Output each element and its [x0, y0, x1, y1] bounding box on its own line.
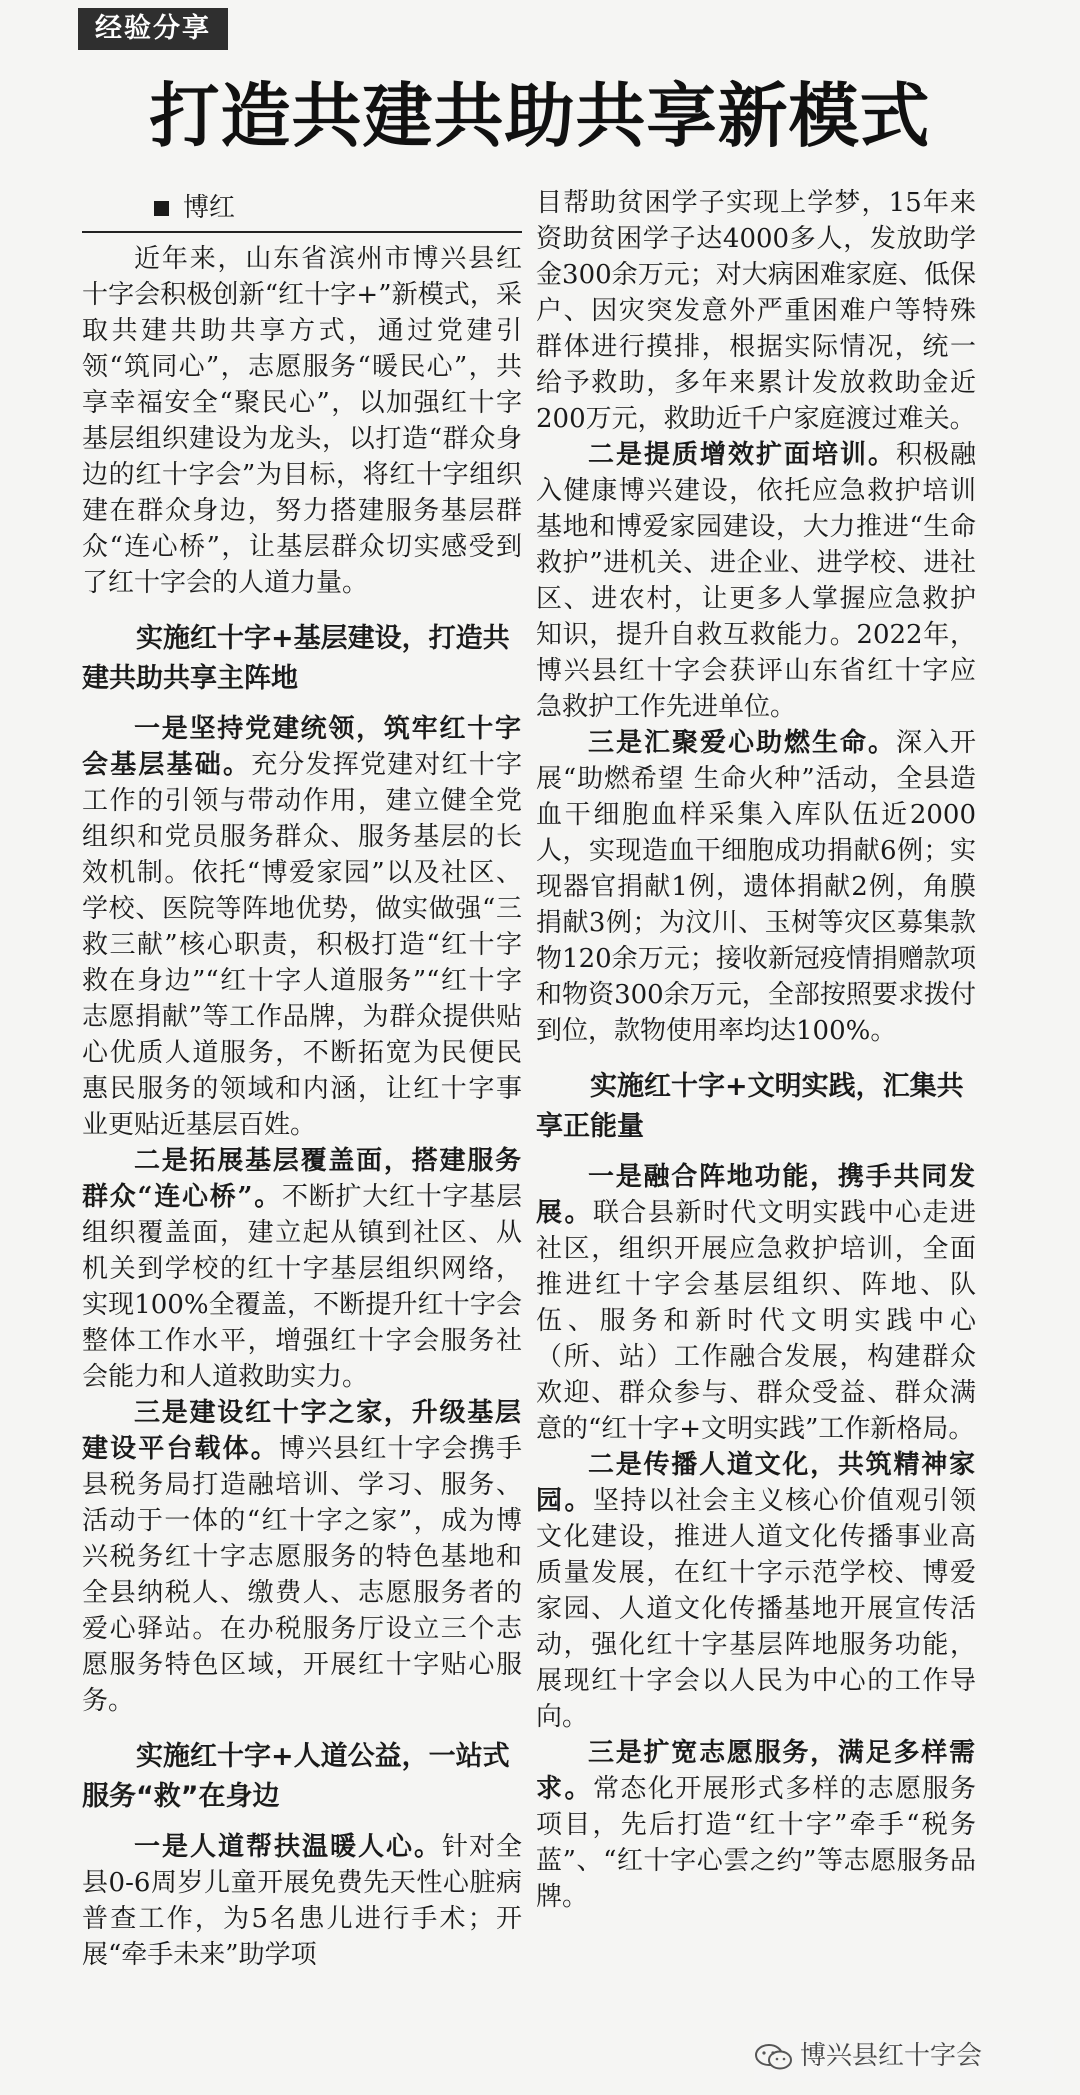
- paragraph-body: 不断扩大红十字基层组织覆盖面，建立起从镇到社区、从机关到学校的红十字基层组织网络，实现100%全覆盖，不断提升红十字会整体工作水平，增强红十字会服务社会能力和人道救助实力。: [82, 1182, 522, 1392]
- paragraph-lead: 三是扩宽志愿服务，满足多样需求。: [536, 1738, 976, 1804]
- paragraph-body: 常态化开展形式多样的志愿服务项目，先后打造“红十字”牵手“税务蓝”、“红十字心雲之约”等志愿服务品牌。: [536, 1774, 976, 1912]
- paragraph: [82, 711, 522, 1143]
- paragraph-body: 联合县新时代文明实践中心走进社区，组织开展应急救护培训，全面推进红十字会基层组织、阵地、队伍、服务和新时代文明实践中心（所、站）工作融合发展，构建群众欢迎、群众参与、群众受益、群众满意的“红十字+文明实践”工作新格局。: [536, 1198, 976, 1444]
- paragraph-body: 针对全县0-6周岁儿童开展免费先天性心脏病普查工作，为5名患儿进行手术；开展“牵手未来”助学项: [82, 1832, 522, 1970]
- paragraph: [82, 1143, 522, 1395]
- section-heading-2: 实施红十字+人道公益，一站式服务“救”在身边: [82, 1741, 510, 1812]
- author-byline: [82, 185, 522, 233]
- right-column: [536, 185, 976, 2075]
- paragraph-body: 积极融入健康博兴建设，依托应急救护培训基地和博爱家园建设，大力推进“生命救护”进机关、进企业、进学校、进社区、进农村，让更多人掌握应急救护知识，提升自救互救能力。2022年，博兴县红十字会获评山东省红十字应急救护工作先进单位。: [536, 440, 976, 722]
- intro-paragraph: 近年来，山东省滨州市博兴县红十字会积极创新“红十字+”新模式，采取共建共助共享方式，通过党建引领“筑同心”，志愿服务“暖民心”，共享幸福安全“聚民心”，以加强红十字基层组织建设为龙头，以打造“群众身边的红十字会”为目标，将红十字组织建在群众身边，努力搭建服务基层群众“连心桥”，让基层群众切实感受到了红十字会的人道力量。: [82, 244, 522, 598]
- paragraph: [82, 1395, 522, 1719]
- paragraph-body: 博兴县红十字会携手县税务局打造融培训、学习、服务、活动于一体的“红十字之家”，成为博兴税务红十字志愿服务的特色基地和全县纳税人、缴费人、志愿服务者的爱心驿站。在办税服务厅设立三个志愿服务特色区域，开展红十字贴心服务。: [82, 1434, 522, 1716]
- paragraph: [536, 1735, 976, 1915]
- page-title: 打造共建共助共享新模式: [149, 75, 931, 157]
- paragraph-body: 坚持以社会主义核心价值观引领文化建设，推进人道文化传播事业高质量发展，在红十字示范学校、博爱家园、人道文化传播基地开展宣传活动，强化红十字基层阵地服务功能，展现红十字会以人民为中心的工作导向。: [536, 1486, 976, 1732]
- paragraph: [536, 725, 976, 1049]
- account-watermark: [754, 2031, 1054, 2081]
- paragraph-continued: 目帮助贫困学子实现上学梦，15年来资助贫困学子达4000多人，发放助学金300余万元；对大病困难家庭、低保户、因灾突发意外严重困难户等特殊群体进行摸排，根据实际情况，统一给予救助，多年来累计发放救助金近200万元，救助近千户家庭渡过难关。: [536, 188, 976, 434]
- paragraph-lead: 一是融合阵地功能，携手共同发展。: [536, 1162, 976, 1228]
- paragraph-lead: 三是汇聚爱心助燃生命。: [588, 728, 896, 758]
- paragraph-lead: 二是拓展基层覆盖面，搭建服务群众“连心桥”。: [82, 1146, 522, 1212]
- section-heading-3: 实施红十字+文明实践，汇集共享正能量: [536, 1071, 964, 1142]
- paragraph-body: 充分发挥党建对红十字工作的引领与带动作用，建立健全党组织和党员服务群众、服务基层的长效机制。依托“博爱家园”以及社区、学校、医院等阵地优势，做实做强“三救三献”核心职责，积极打造“红十字救在身边”“红十字人道服务”“红十字志愿捐献”等工作品牌，为群众提供贴心优质人道服务，不断拓宽为民便民惠民服务的领域和内涵，让红十字事业更贴近基层百姓。: [82, 750, 522, 1140]
- paragraph-lead: 一是坚持党建统领，筑牢红十字会基层基础。: [82, 714, 522, 780]
- paragraph: [82, 1829, 522, 1973]
- watermark-text: 博兴县红十字会: [800, 2041, 983, 2071]
- paragraph: [536, 437, 976, 725]
- paragraph-lead: 一是人道帮扶温暖人心。: [134, 1832, 442, 1862]
- paragraph-lead: 二是传播人道文化，共筑精神家园。: [536, 1450, 976, 1516]
- section-tag: 经验分享: [78, 8, 228, 50]
- paragraph-lead: 二是提质增效扩面培训。: [588, 440, 896, 470]
- paragraph: [536, 1447, 976, 1735]
- author-name: 博红: [183, 193, 236, 223]
- paragraph: [536, 1159, 976, 1447]
- left-column: [82, 185, 522, 2075]
- paragraph-lead: 三是建设红十字之家，升级基层建设平台载体。: [82, 1398, 522, 1464]
- wechat-icon: [754, 2042, 794, 2072]
- section-heading-1: 实施红十字+基层建设，打造共建共助共享主阵地: [82, 623, 510, 694]
- square-bullet-icon: [154, 201, 169, 216]
- paragraph-body: 深入开展“助燃希望 生命火种”活动，全县造血干细胞血样采集入库队伍近2000人，实现造血干细胞成功捐献6例；实现器官捐献1例，遗体捐献2例，角膜捐献3例；为汶川、玉树等灾区募集款物120余万元；接收新冠疫情捐赠款项和物资300余万元，全部按照要求拨付到位，款物使用率均达100%。: [536, 728, 976, 1046]
